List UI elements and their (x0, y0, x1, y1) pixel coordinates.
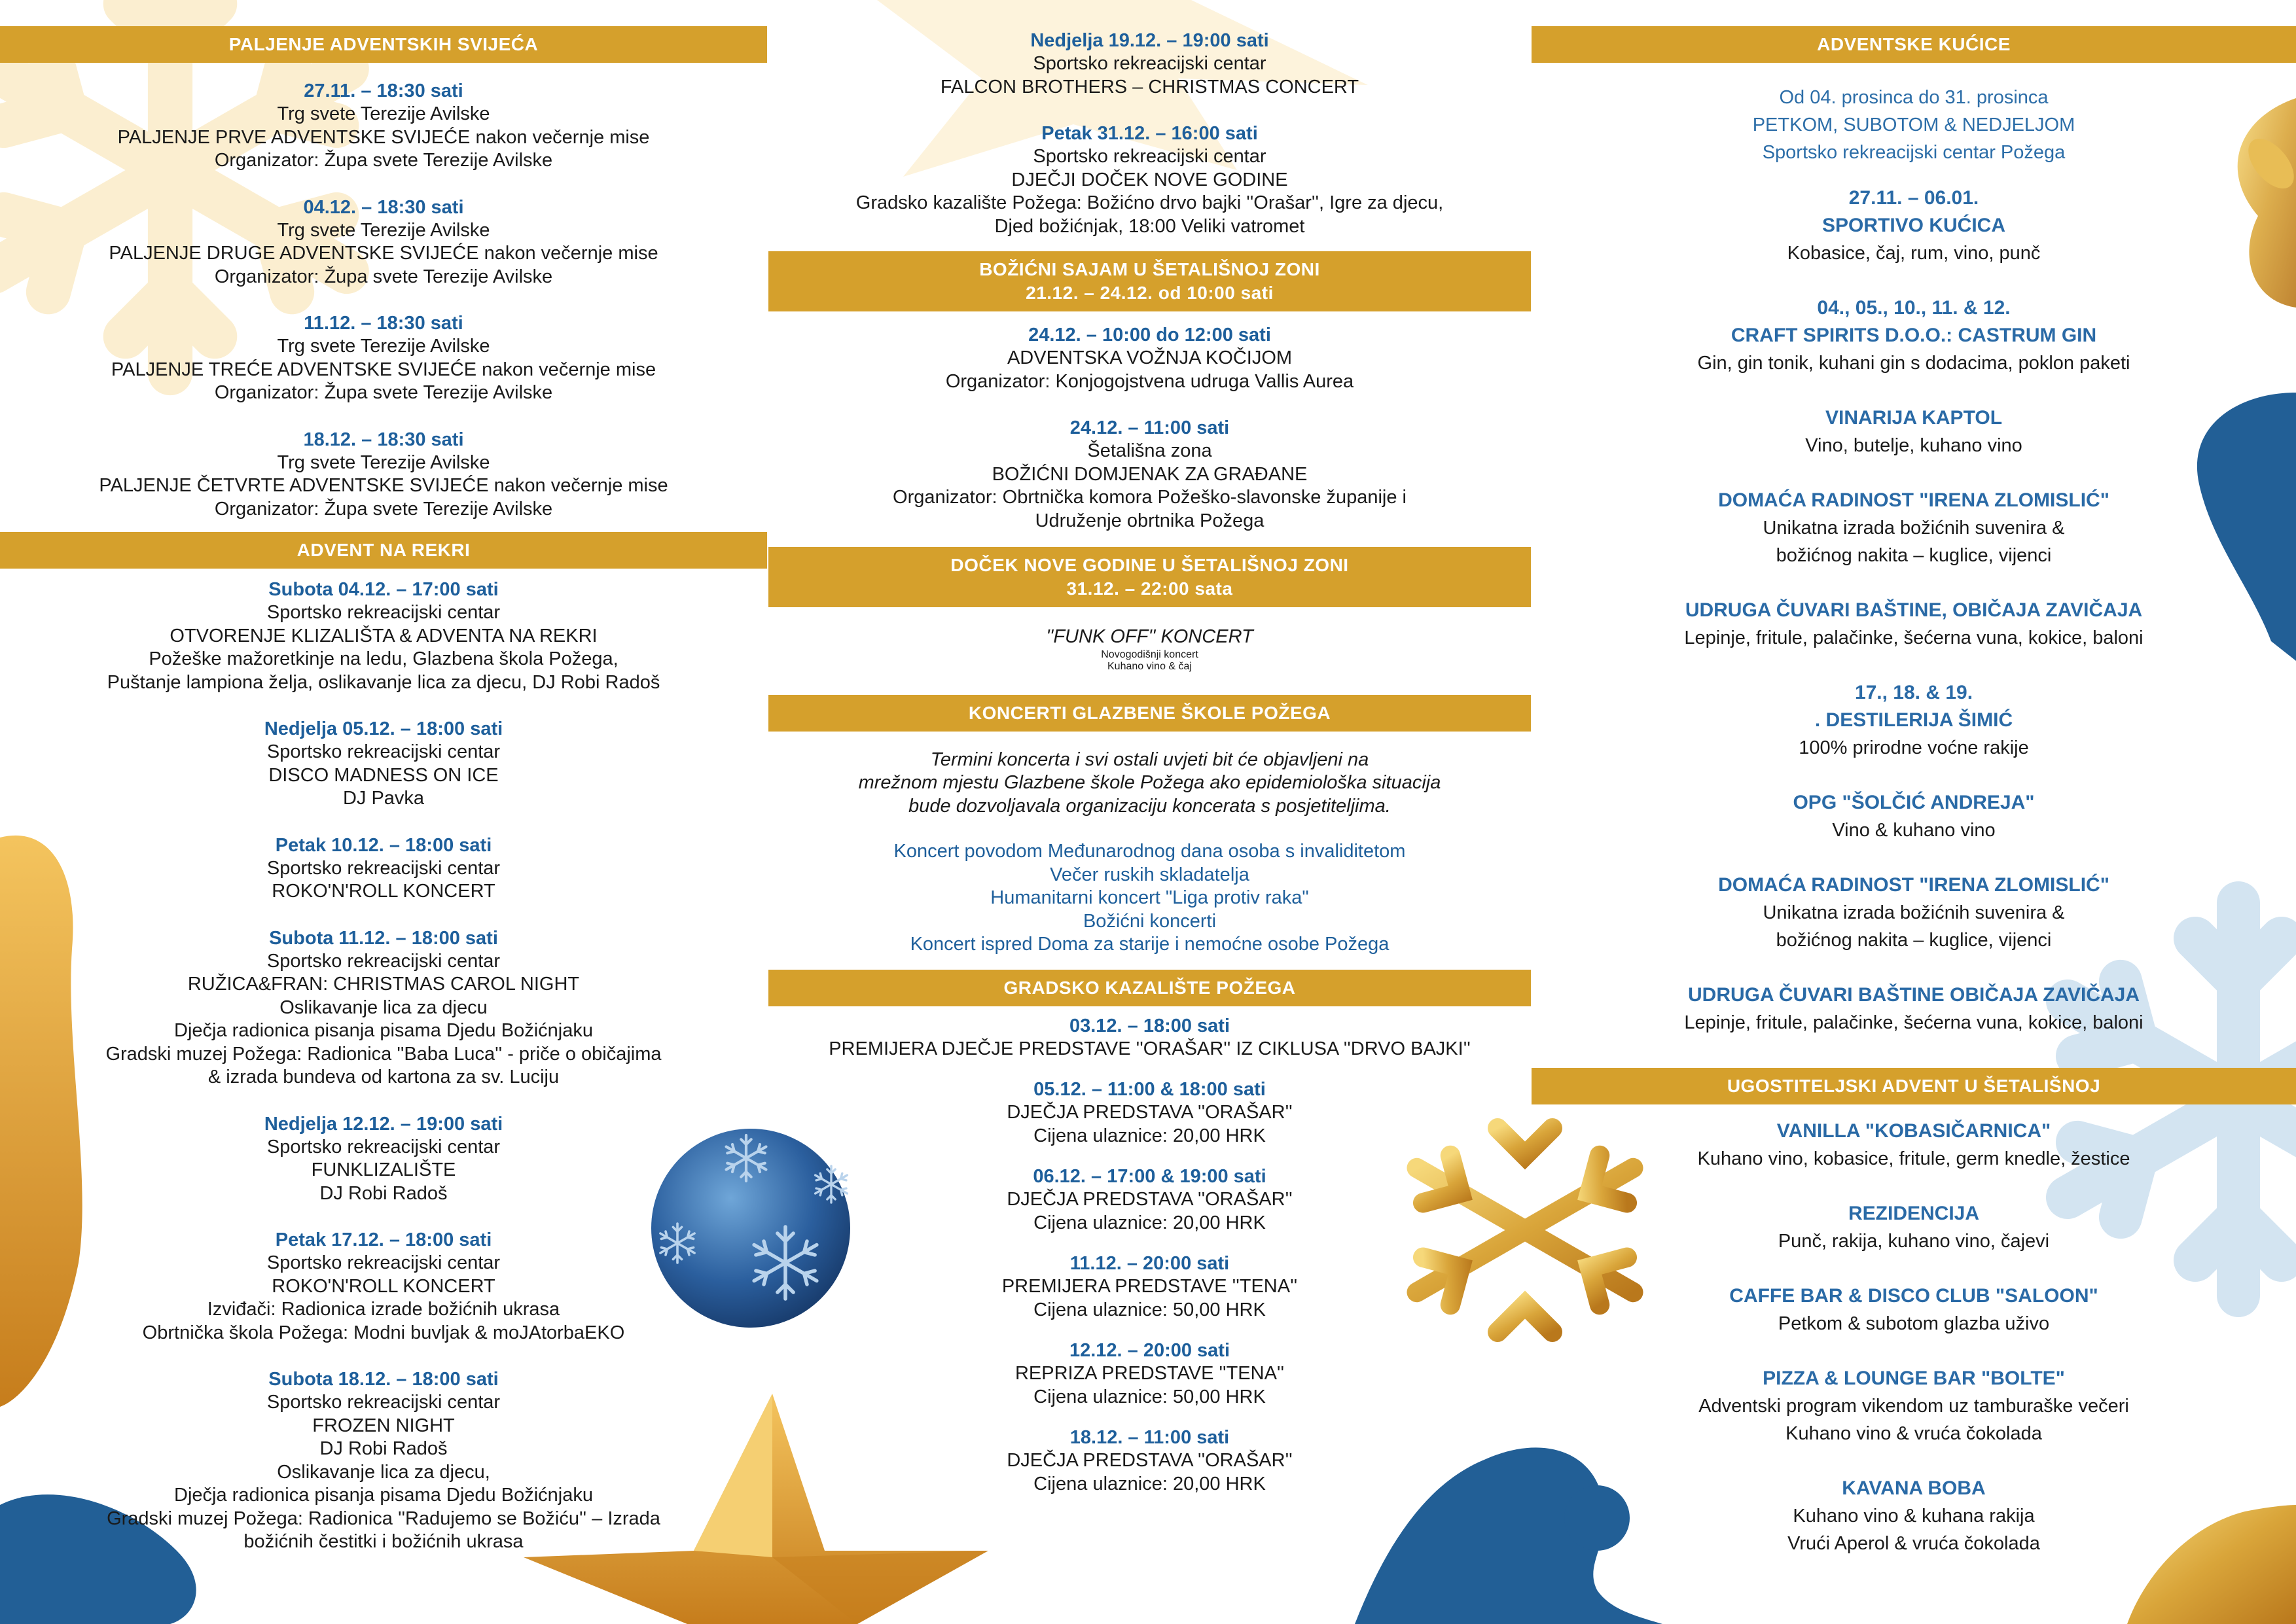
event-line: Organizator: Župa svete Terezije Avilske (214, 382, 553, 403)
vendor-name: REZIDENCIJA (1848, 1203, 1980, 1224)
event-line: Dječja radionica pisanja pisama Djedu Božićnjaku (174, 1020, 593, 1041)
event-date: Petak 17.12. – 18:00 sati (275, 1229, 492, 1250)
docek-lines (768, 649, 1531, 673)
vendor-item (1532, 597, 2296, 652)
event-date: 04.12. – 18:30 sati (303, 196, 464, 218)
event-line: Sportsko rekreacijski centar (266, 950, 501, 972)
text-line: Humanitarni koncert "Liga protiv raka" (990, 887, 1309, 908)
vendor-item (1532, 487, 2296, 569)
text-line: bude dozvoljavala organizaciju koncerata s posjetiteljima. (908, 795, 1391, 817)
vendor-item (1532, 1200, 2296, 1255)
event-item (768, 1014, 1531, 1061)
vendor-item (1532, 1475, 2296, 1557)
vendor-name: 04., 05., 10., 11. & 12. (1817, 297, 2011, 319)
event-line: Sportsko rekreacijski centar (266, 602, 501, 623)
event-item (768, 1078, 1531, 1148)
vendor-offer: Gin, gin tonik, kuhani gin s dodacima, poklon paketi (1697, 353, 2130, 374)
vendor-name: DOMAĆA RADINOST "IRENA ZLOMISLIĆ" (1718, 489, 2109, 511)
vendor-name: UDRUGA ČUVARI BAŠTINE OBIČAJA ZAVIČAJA (1687, 984, 2140, 1006)
vendor-item (1532, 1118, 2296, 1173)
vendor-offer: Unikatna izrada božićnih suvenira & (1763, 518, 2065, 538)
event-date: 05.12. – 11:00 & 18:00 sati (1033, 1079, 1266, 1100)
event-line: DJEČJA PREDSTAVA ''ORAŠAR'' (1007, 1450, 1293, 1471)
vendor-name: DOMAĆA RADINOST "IRENA ZLOMISLIĆ" (1718, 874, 2109, 896)
vendor-offer: Petkom & subotom glazba uživo (1778, 1313, 2050, 1334)
events-sajam (768, 323, 1531, 533)
event-date: Subota 11.12. – 18:00 sati (269, 927, 498, 949)
event-item (0, 1112, 767, 1206)
vendor-item (1532, 981, 2296, 1036)
section-header-koncerti: KONCERTI GLAZBENE ŠKOLE POŽEGA (768, 695, 1531, 732)
event-line: PALJENJE ČETVRTE ADVENTSKE SVIJEĆE nakon večernje mise (99, 475, 668, 496)
event-date: Nedjelja 19.12. – 19:00 sati (1030, 30, 1269, 51)
event-date: Petak 10.12. – 18:00 sati (275, 834, 492, 856)
event-line: Izviđači: Radionica izrade božićnih ukrasa (207, 1299, 560, 1320)
event-line: Cijena ulaznice: 50,00 HRK (1033, 1386, 1266, 1407)
event-line: Organizator: Župa svete Terezije Avilske (214, 498, 553, 520)
event-line: PALJENJE PRVE ADVENTSKE SVIJEĆE nakon večernje mise (117, 126, 650, 148)
sajam-title: BOŽIĆNI SAJAM U ŠETALIŠNOJ ZONI (979, 259, 1320, 279)
event-line: DISCO MADNESS ON ICE (268, 764, 499, 786)
event-line: Organizator: Župa svete Terezije Avilske (214, 266, 553, 287)
event-line: DJEČJA PREDSTAVA ''ORAŠAR'' (1007, 1102, 1293, 1123)
event-line: Sportsko rekreacijski centar (266, 741, 501, 762)
vendor-offer: Adventski program vikendom uz tamburaške večeri (1698, 1396, 2129, 1417)
event-item (0, 834, 767, 904)
event-item (0, 578, 767, 694)
event-line: Sportsko rekreacijski centar (1033, 53, 1266, 74)
event-line: ADVENTSKA VOŽNJA KOČIJOM (1007, 347, 1293, 368)
event-line: FROZEN NIGHT (312, 1415, 455, 1436)
event-line: & izrada bundeva od kartona za sv. Luciju (207, 1067, 560, 1087)
section-header-sajam (768, 251, 1531, 311)
vendor-name: SPORTIVO KUĆICA (1821, 215, 2006, 236)
vendor-name: OPG "ŠOLČIĆ ANDREJA" (1793, 792, 2035, 813)
event-line: Gradski muzej Požega: Radionica ''Baba Luca'' - priče o običajima (105, 1043, 662, 1065)
events-rekri-continued (768, 29, 1531, 238)
section-header-kucice: ADVENTSKE KUĆICE (1532, 26, 2296, 63)
events-candles (0, 79, 767, 521)
event-line: PREMIJERA PREDSTAVE ''TENA'' (1001, 1276, 1298, 1297)
event-line: Trg svete Terezije Avilske (277, 451, 490, 473)
section-header-kazaliste: GRADSKO KAZALIŠTE POŽEGA (768, 970, 1531, 1006)
event-date: 24.12. – 11:00 sati (1069, 417, 1230, 438)
event-date: Nedjelja 12.12. – 19:00 sati (264, 1113, 503, 1135)
vendor-item (1532, 789, 2296, 844)
event-line: DJ Robi Radoš (319, 1182, 448, 1204)
event-item (0, 428, 767, 521)
docek-concert-name: ''FUNK OFF'' KONCERT (1046, 626, 1253, 647)
event-line: Djed božićnjak, 18:00 Veliki vatromet (994, 215, 1305, 237)
column-left (0, 0, 767, 1554)
kucice-intro (1532, 84, 2296, 166)
event-date: 11.12. – 20:00 sati (1069, 1253, 1230, 1274)
event-line: ROKO'N'ROLL KONCERT (272, 1275, 495, 1297)
event-line: BOŽIĆNI DOMJENAK ZA GRAĐANE (992, 463, 1308, 485)
vendor-item (1532, 679, 2296, 762)
text-line: mrežnom mjestu Glazbene škole Požega ako epidemiološka situacija (858, 772, 1441, 793)
section-header-docek (768, 547, 1531, 607)
text-line: Božićni koncerti (1083, 910, 1217, 932)
event-item (768, 416, 1531, 533)
text-line: Koncert ispred Doma za starije i nemoćne osobe Požega (910, 934, 1390, 955)
event-line: PREMIJERA DJEČJE PREDSTAVE ''ORAŠAR'' IZ CIKLUSA ''DRVO BAJKI'' (829, 1038, 1471, 1059)
event-item (0, 196, 767, 289)
event-line: FALCON BROTHERS – CHRISTMAS CONCERT (940, 76, 1359, 97)
event-line: Trg svete Terezije Avilske (277, 103, 490, 124)
event-date: 18.12. – 11:00 sati (1069, 1427, 1230, 1448)
text-line: Novogodišnji koncert (1101, 648, 1198, 660)
text-line: PETKOM, SUBOTOM & NEDJELJOM (1752, 115, 2075, 135)
vendor-name: KAVANA BOBA (1842, 1477, 1986, 1499)
event-line: DJ Robi Radoš (319, 1438, 448, 1459)
section-header-advent-rekri: ADVENT NA REKRI (0, 532, 767, 569)
column-right (1532, 0, 2296, 1585)
events-kazaliste (768, 1014, 1531, 1496)
event-line: RUŽICA&FRAN: CHRISTMAS CAROL NIGHT (187, 974, 580, 995)
event-item (768, 122, 1531, 238)
event-line: Sportsko rekreacijski centar (266, 1252, 501, 1273)
event-date: Petak 31.12. – 16:00 sati (1041, 123, 1258, 144)
event-date: 03.12. – 18:00 sati (1069, 1015, 1230, 1036)
event-line: Puštanje lampiona želja, oslikavanje lica za djecu, DJ Robi Radoš (107, 671, 660, 693)
vendor-item (1532, 1282, 2296, 1337)
vendor-offer: božićnog nakita – kuglice, vijenci (1776, 930, 2052, 951)
vendor-offer: Lepinje, fritule, palačinke, šećerna vuna, kokice, baloni (1684, 627, 2144, 648)
event-line: Organizator: Obrtnička komora Požeško-slavonske županije i (893, 487, 1407, 508)
event-line: DJ Pavka (342, 788, 425, 809)
event-line: Cijena ulaznice: 20,00 HRK (1033, 1125, 1266, 1146)
koncerti-note (768, 749, 1531, 819)
event-line: Obrtnička škola Požega: Modni buvljak & moJAtorbaEKO (142, 1322, 625, 1343)
event-item (0, 1368, 767, 1554)
vendor-offer: Kuhano vino, kobasice, fritule, germ knedle, žestice (1697, 1148, 2130, 1169)
vendors-ugostitelji (1532, 1118, 2296, 1557)
event-date: Subota 04.12. – 17:00 sati (268, 579, 499, 600)
event-line: Sportsko rekreacijski centar (266, 857, 501, 879)
vendor-offer: Kobasice, čaj, rum, vino, punč (1787, 243, 2041, 264)
vendor-offer: Punč, rakija, kuhano vino, čajevi (1778, 1231, 2050, 1252)
event-line: Trg svete Terezije Avilske (277, 336, 490, 357)
event-line: DJEČJA PREDSTAVA ''ORAŠAR'' (1007, 1189, 1293, 1210)
event-date: 18.12. – 18:30 sati (303, 429, 464, 450)
vendor-name: UDRUGA ČUVARI BAŠTINE, OBIČAJA ZAVIČAJA (1685, 599, 2143, 621)
event-line: božićnih čestitki i božićnih ukrasa (243, 1531, 524, 1552)
event-date: 24.12. – 10:00 do 12:00 sati (1028, 325, 1271, 345)
event-line: ROKO'N'ROLL KONCERT (272, 881, 495, 902)
event-item (0, 1228, 767, 1345)
koncerti-list (768, 840, 1531, 957)
event-item (768, 1165, 1531, 1235)
event-date: Nedjelja 05.12. – 18:00 sati (264, 718, 503, 739)
vendor-item (1532, 294, 2296, 377)
vendor-name: 27.11. – 06.01. (1848, 187, 1979, 209)
vendor-item (1532, 185, 2296, 267)
vendor-offer: Kuhano vino & vruća čokolada (1785, 1423, 2042, 1444)
vendor-offer: Kuhano vino & kuhana rakija (1793, 1506, 2035, 1527)
event-line: Sportsko rekreacijski centar (266, 1392, 501, 1413)
event-line: Cijena ulaznice: 50,00 HRK (1033, 1299, 1266, 1320)
event-item (0, 927, 767, 1089)
event-line: Sportsko rekreacijski centar (266, 1136, 501, 1157)
vendor-name: VINARIJA KAPTOL (1825, 407, 2003, 429)
section-header-candles: PALJENJE ADVENTSKIH SVIJEĆA (0, 26, 767, 63)
event-item (768, 323, 1531, 393)
vendor-item (1532, 404, 2296, 459)
vendor-item (1532, 1365, 2296, 1447)
event-line: Cijena ulaznice: 20,00 HRK (1033, 1212, 1266, 1233)
column-middle (768, 0, 1531, 1496)
vendor-name: 17., 18. & 19. (1854, 682, 1973, 703)
vendor-offer: Vrući Aperol & vruća čokolada (1787, 1533, 2040, 1554)
vendor-name: PIZZA & LOUNGE BAR "BOLTE" (1763, 1368, 2065, 1389)
event-line: Oslikavanje lica za djecu, (277, 1461, 490, 1483)
vendor-offer: Lepinje, fritule, palačinke, šećerna vuna, kokice, baloni (1684, 1012, 2144, 1033)
vendor-offer: Vino & kuhano vino (1832, 820, 1996, 841)
text-line: Termini koncerta i svi ostali uvjeti bit će objavljeni na (930, 749, 1369, 770)
text-line: Od 04. prosinca do 31. prosinca (1779, 87, 2049, 108)
event-line: REPRIZA PREDSTAVE ''TENA'' (1014, 1363, 1285, 1384)
event-line: Šetališna zona (1087, 440, 1212, 461)
events-advent-rekri (0, 578, 767, 1554)
docek-title: DOČEK NOVE GODINE U ŠETALIŠNOJ ZONI (950, 555, 1349, 575)
vendor-offer: božićnog nakita – kuglice, vijenci (1776, 545, 2052, 566)
event-item (768, 1252, 1531, 1322)
text-line: Sportsko rekreacijski centar Požega (1762, 142, 2066, 163)
event-line: Organizator: Župa svete Terezije Avilske (214, 150, 553, 171)
event-line: Oslikavanje lica za djecu (279, 997, 488, 1018)
event-line: DJEČJI DOČEK NOVE GODINE (1011, 169, 1288, 190)
event-line: Sportsko rekreacijski centar (1033, 146, 1266, 167)
vendor-offer: Vino, butelje, kuhano vino (1805, 435, 2022, 456)
event-item (768, 1339, 1531, 1409)
event-line: Gradsko kazalište Požega: Božićno drvo bajki ''Orašar'', Igre za djecu, (855, 192, 1444, 213)
event-line: Trg svete Terezije Avilske (277, 219, 490, 241)
event-line: Požeške mažoretkinje na ledu, Glazbena škola Požega, (149, 648, 619, 669)
event-item (0, 311, 767, 405)
vendor-offer: Unikatna izrada božićnih suvenira & (1763, 902, 2065, 923)
event-line: Dječja radionica pisanja pisama Djedu Božićnjaku (174, 1485, 593, 1506)
event-item (768, 29, 1531, 99)
text-line: Večer ruskih skladatelja (1050, 864, 1249, 885)
event-item (0, 717, 767, 811)
section-header-ugostitelji: UGOSTITELJSKI ADVENT U ŠETALIŠNOJ (1532, 1068, 2296, 1104)
event-date: 12.12. – 20:00 sati (1069, 1340, 1230, 1361)
vendor-name: . DESTILERIJA ŠIMIĆ (1814, 709, 2013, 731)
sajam-subtitle: 21.12. – 24.12. od 10:00 sati (1026, 283, 1274, 303)
event-line: Gradski muzej Požega: Radionica ''Radujemo se Božiću'' – Izrada (107, 1508, 660, 1529)
event-item (768, 1426, 1531, 1496)
event-date: 27.11. – 18:30 sati (304, 80, 463, 101)
event-line: FUNKLIZALIŠTE (311, 1159, 456, 1180)
event-line: Cijena ulaznice: 20,00 HRK (1033, 1473, 1266, 1494)
event-date: Subota 18.12. – 18:00 sati (268, 1369, 499, 1390)
event-item (0, 79, 767, 173)
vendor-name: VANILLA "KOBASIČARNICA" (1776, 1120, 2051, 1142)
event-line: Organizator: Konjogojstvena udruga Vallis Aurea (945, 370, 1354, 392)
vendor-item (1532, 872, 2296, 954)
vendor-name: CRAFT SPIRITS D.O.O.: CASTRUM GIN (1731, 325, 2097, 346)
event-line: Udruženje obrtnika Požega (1035, 510, 1265, 531)
event-line: PALJENJE DRUGE ADVENTSKE SVIJEĆE nakon večernje mise (109, 243, 658, 264)
event-line: OTVORENJE KLIZALIŠTA & ADVENTA NA REKRI (170, 625, 598, 646)
text-line: Koncert povodom Međunarodnog dana osoba s invaliditetom (893, 841, 1406, 862)
vendors-kucice (1532, 185, 2296, 1036)
event-date: 11.12. – 18:30 sati (304, 313, 463, 334)
event-line: PALJENJE TREĆE ADVENTSKE SVIJEĆE nakon večernje mise (111, 359, 656, 380)
text-line: Kuhano vino & čaj (1107, 660, 1192, 672)
vendor-offer: 100% prirodne voćne rakije (1799, 737, 2029, 758)
event-date: 06.12. – 17:00 & 19:00 sati (1033, 1166, 1266, 1187)
vendor-name: CAFFE BAR & DISCO CLUB "SALOON" (1729, 1285, 2098, 1307)
docek-subtitle: 31.12. – 22:00 sata (1066, 578, 1233, 599)
